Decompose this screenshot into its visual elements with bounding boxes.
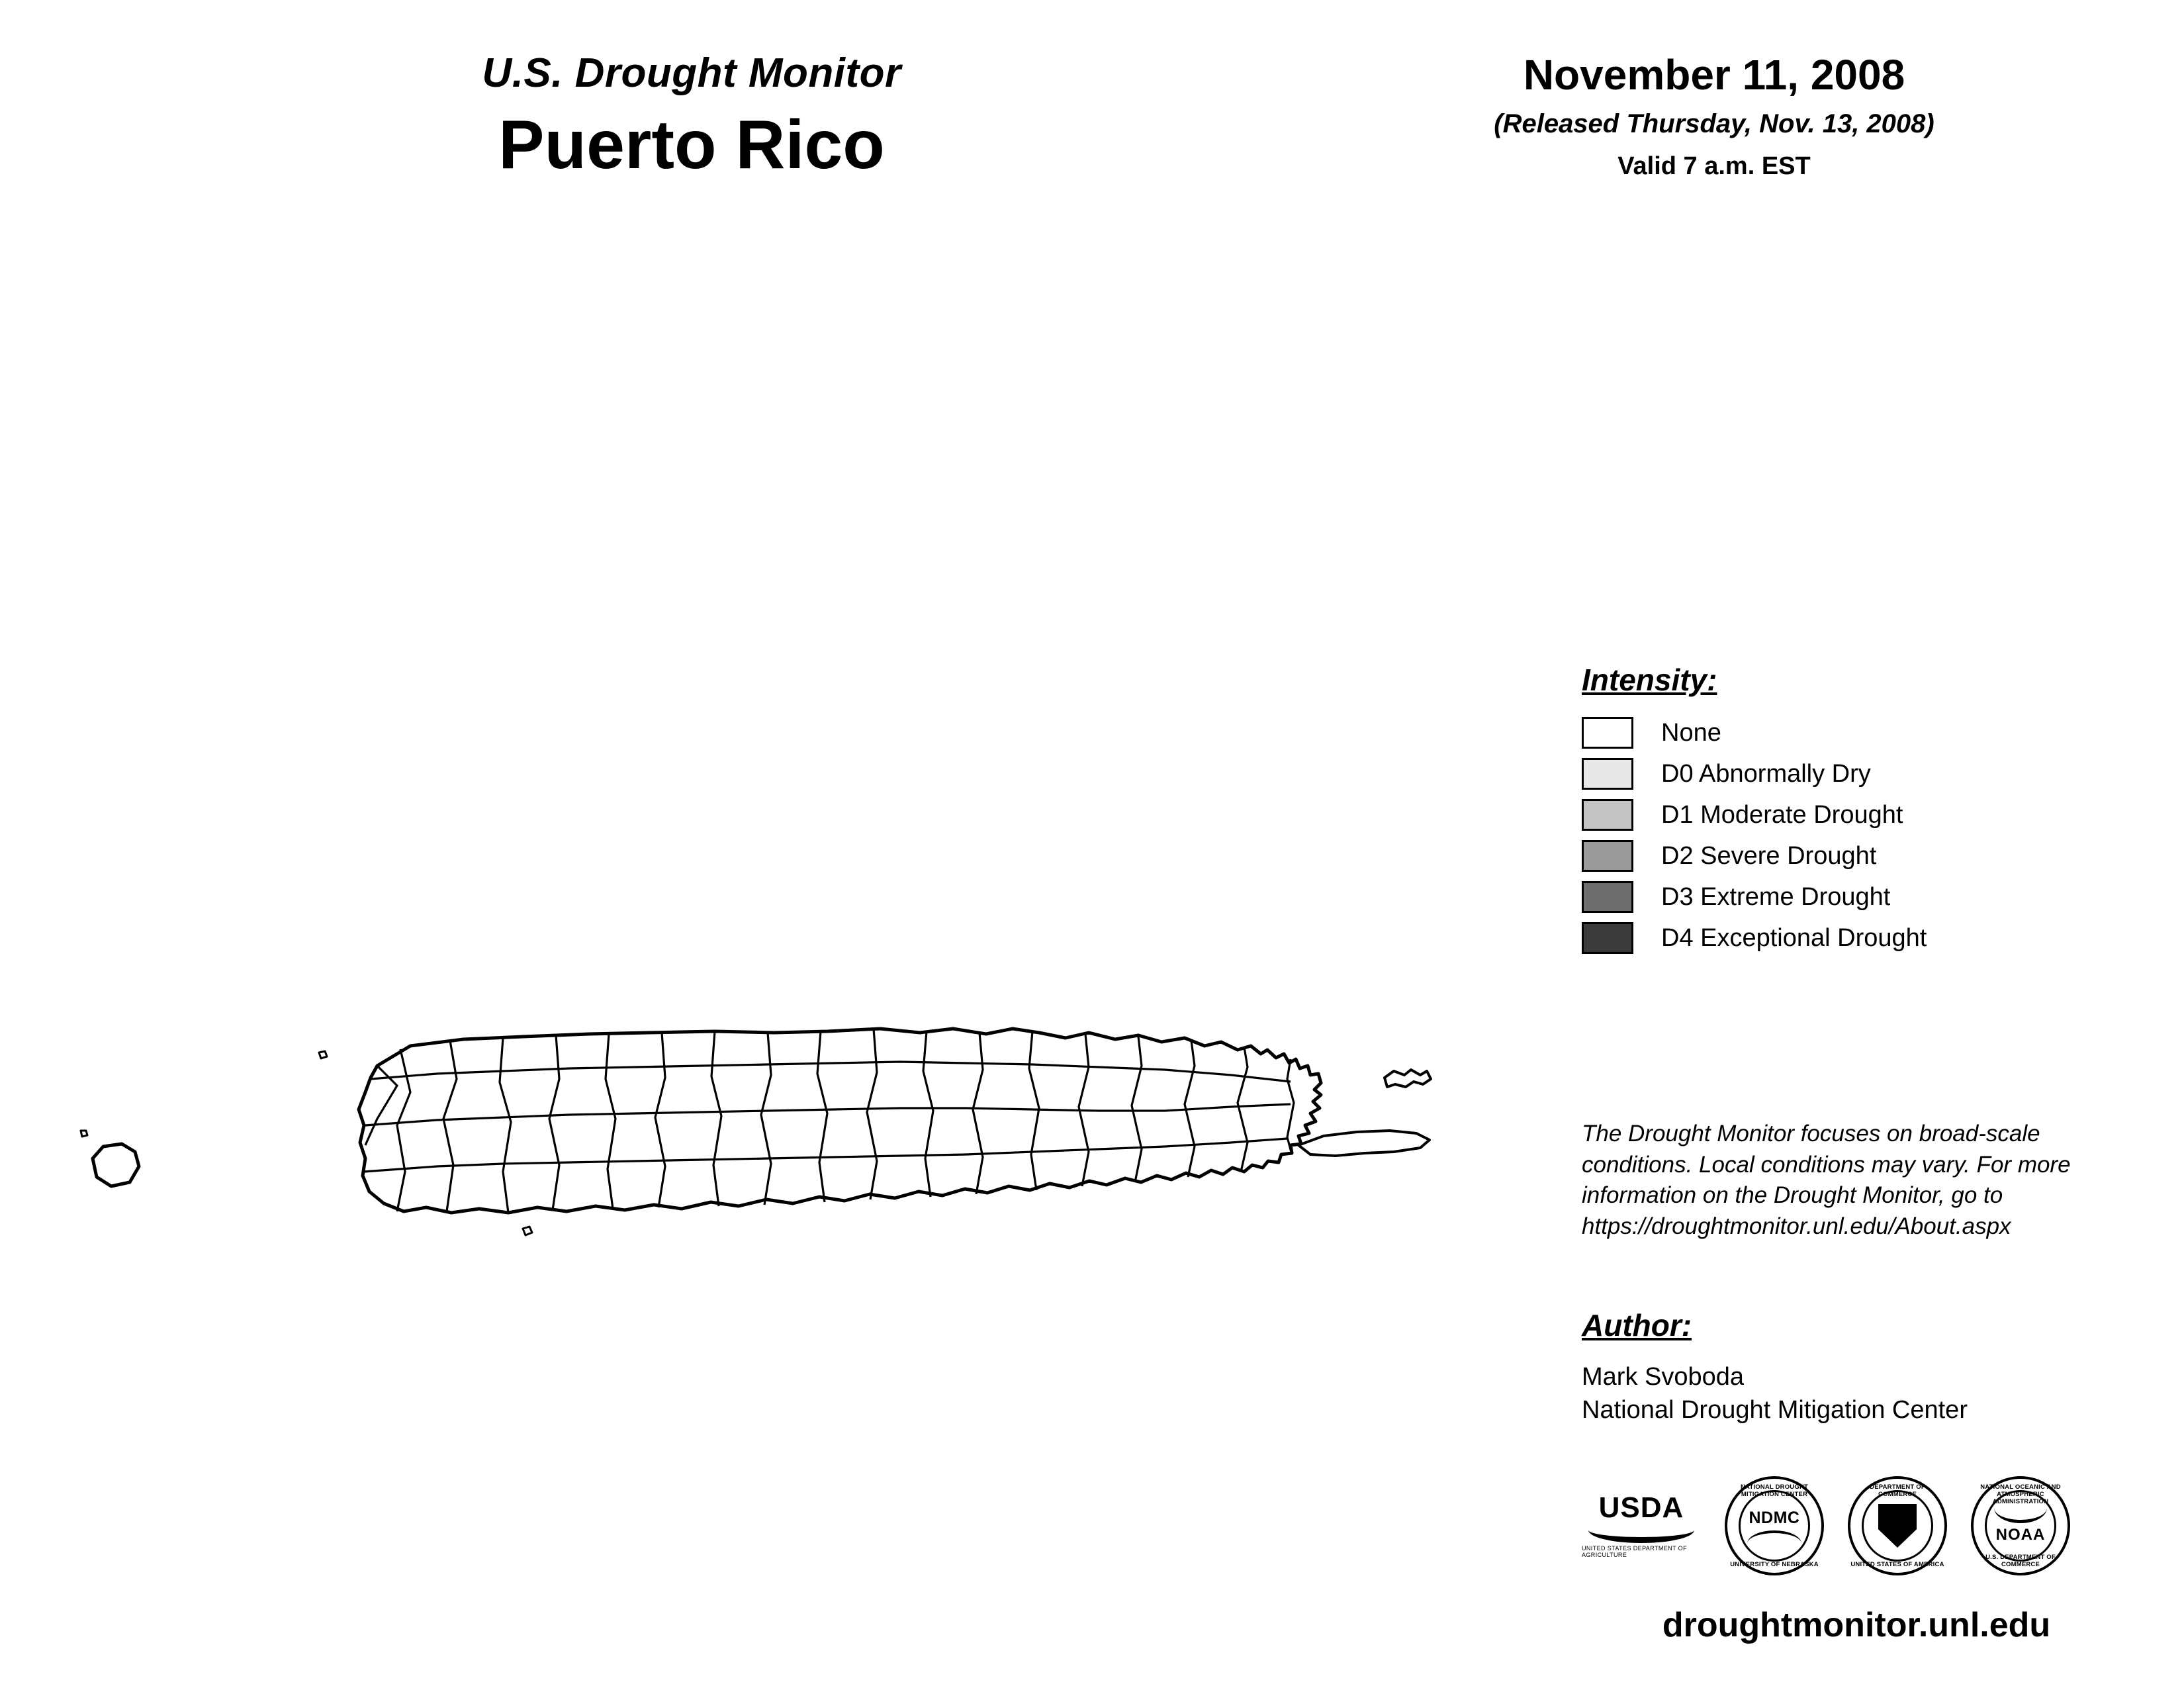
noaa-ring-bottom: U.S. DEPARTMENT OF COMMERCE	[1985, 1554, 2056, 1568]
doc-ring-bottom: UNITED STATES OF AMERICA	[1850, 1561, 1944, 1568]
page-title-program: U.S. Drought Monitor	[482, 50, 901, 96]
ndmc-seal-inner	[1739, 1490, 1810, 1562]
legend-swatch-d0	[1582, 758, 1633, 790]
legend-label-none: None	[1661, 718, 1721, 747]
ndmc-wave-icon	[1747, 1530, 1801, 1544]
usda-logo	[1582, 1489, 1701, 1562]
legend	[1582, 662, 2151, 959]
island-main	[359, 1029, 1321, 1213]
ndmc-ring-top: NATIONAL DROUGHT MITIGATION CENTER	[1740, 1483, 1809, 1498]
author-heading: Author:	[1582, 1308, 1692, 1342]
released-date: (Released Thursday, Nov. 13, 2008)	[1494, 109, 1934, 139]
valid-time: Valid 7 a.m. EST	[1617, 152, 1811, 181]
shield-icon	[1878, 1504, 1917, 1548]
puerto-rico-drought-map	[66, 748, 1443, 1238]
island-vieques	[1298, 1131, 1430, 1156]
island-culebra	[1385, 1070, 1431, 1087]
legend-swatch-d4	[1582, 922, 1633, 954]
date-block	[1377, 53, 2052, 181]
map-svg	[66, 748, 1443, 1238]
usda-subtext: UNITED STATES DEPARTMENT OF AGRICULTURE	[1582, 1545, 1687, 1558]
legend-swatch-d1	[1582, 799, 1633, 831]
author-block	[1582, 1307, 2124, 1427]
legend-item-d3	[1582, 876, 2151, 917]
legend-swatch-d3	[1582, 881, 1633, 913]
map-title-block	[311, 50, 1072, 185]
legend-swatch-d2	[1582, 840, 1633, 872]
islet-northwest	[319, 1051, 327, 1058]
legend-title: Intensity:	[1582, 663, 1717, 697]
island-desecheo	[81, 1131, 87, 1137]
legend-item-d4	[1582, 917, 2151, 959]
usda-swoosh-icon	[1588, 1526, 1694, 1544]
islet-south	[523, 1227, 532, 1235]
legend-label-d2: D2 Severe Drought	[1661, 841, 1877, 870]
ndmc-seal-logo	[1725, 1476, 1824, 1575]
noaa-seal-logo	[1971, 1476, 2070, 1575]
valid-date: November 11, 2008	[1523, 51, 1905, 99]
logo-row	[1582, 1470, 2131, 1582]
doc-ring-top: DEPARTMENT OF COMMERCE	[1870, 1483, 1925, 1498]
usda-wordmark: USDA	[1598, 1491, 1684, 1524]
doc-seal-inner	[1862, 1490, 1933, 1562]
legend-item-d0	[1582, 753, 2151, 794]
legend-label-d0: D0 Abnormally Dry	[1661, 759, 1871, 788]
map-island-outlines	[81, 1029, 1431, 1235]
ndmc-wordmark: NDMC	[1749, 1508, 1800, 1527]
legend-item-d2	[1582, 835, 2151, 876]
seabird-icon	[1994, 1508, 2047, 1523]
legend-item-d1	[1582, 794, 2151, 835]
disclaimer-text: The Drought Monitor focuses on broad-scale conditions. Local conditions may vary. For more information on the Drought Monitor, go to https://droughtmonitor.unl.edu/About.aspx	[1582, 1121, 2071, 1239]
legend-label-d3: D3 Extreme Drought	[1661, 882, 1891, 911]
legend-swatch-none	[1582, 717, 1633, 749]
legend-label-d1: D1 Moderate Drought	[1661, 800, 1903, 829]
department-of-commerce-seal-logo	[1848, 1476, 1947, 1575]
author-affiliation: National Drought Mitigation Center	[1582, 1396, 1968, 1425]
legend-label-d4: D4 Exceptional Drought	[1661, 923, 1927, 952]
legend-item-none	[1582, 712, 2151, 753]
noaa-ring-top: NATIONAL OCEANIC AND ATMOSPHERIC ADMINISTRATION	[1980, 1483, 2061, 1505]
footer-website-url[interactable]: droughtmonitor.unl.edu	[1662, 1606, 2051, 1644]
island-mona	[93, 1144, 139, 1186]
page-title-region: Puerto Rico	[498, 107, 885, 183]
author-name: Mark Svoboda	[1582, 1363, 1745, 1391]
noaa-wordmark: NOAA	[1995, 1525, 2046, 1544]
ndmc-ring-bottom: UNIVERSITY OF NEBRASKA	[1730, 1561, 1819, 1568]
